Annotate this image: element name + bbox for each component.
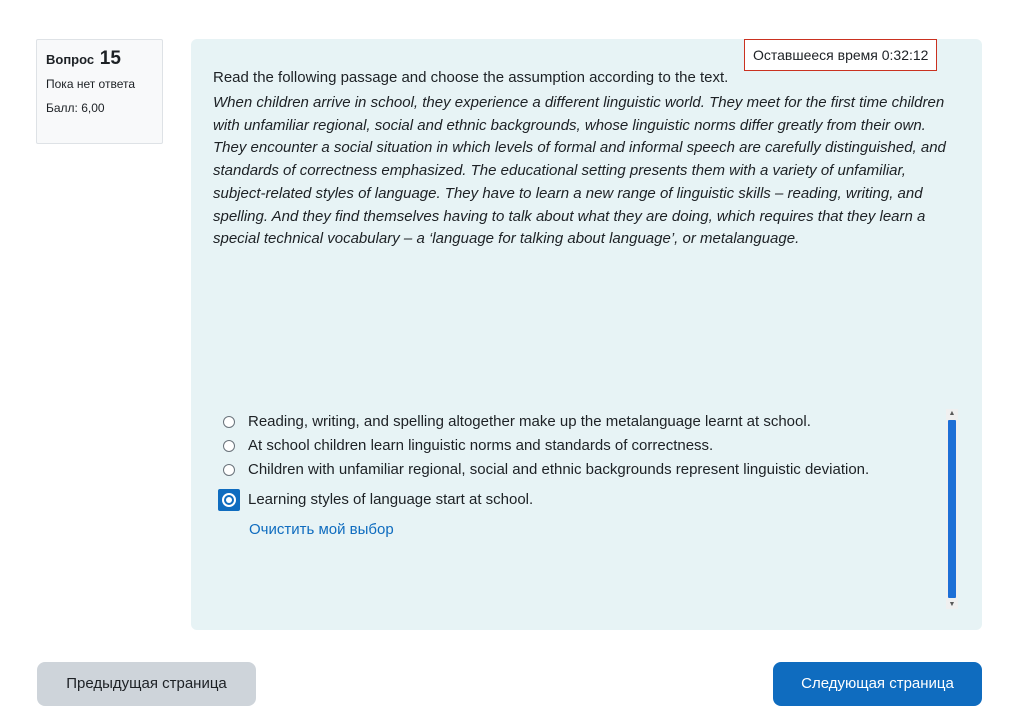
radio-button-selected[interactable] (218, 489, 240, 511)
answer-options (213, 411, 953, 541)
clear-choice-link[interactable]: Очистить мой выбор (249, 521, 394, 538)
answer-option-4[interactable] (213, 489, 953, 511)
radio-button[interactable] (223, 416, 235, 428)
question-grade: Балл: 6,00 (46, 101, 105, 115)
radio-button[interactable] (223, 440, 235, 452)
quiz-timer: Оставшееся время 0:32:12 (744, 39, 937, 71)
scroll-up-arrow-icon[interactable]: ▲ (948, 410, 956, 417)
answer-option-label[interactable]: Children with unfamiliar regional, social and ethnic backgrounds represent linguistic deviation. (248, 461, 870, 478)
scroll-thumb[interactable] (948, 420, 956, 598)
next-page-button[interactable]: Следующая страница (773, 662, 982, 706)
question-label: Вопрос (46, 52, 95, 67)
answer-option-3[interactable] (213, 459, 953, 481)
radio-ring-icon (222, 493, 236, 507)
question-passage: When children arrive in school, they experience a different linguistic world. They meet for the first time children with unfamiliar regional, social and ethnic backgrounds, whose linguistic norms differ greatly from their own. They encounter a social situation in which levels of formal and informal speech are carefully distinguished, and standards of correctness emphasized. The educational setting presents them with a variety of unfamiliar, subject-related styles of language. They have to learn a new range of linguistic skills – reading, writing, and spelling. And they find themselves having to talk about what they are doing, which requires that they learn a special technical vocabulary – a ‘language for talking about language’, or metalanguage. (213, 94, 946, 248)
answer-option-label[interactable]: Learning styles of language start at school. (248, 491, 534, 508)
radio-button[interactable] (223, 464, 235, 476)
answer-option-label[interactable]: At school children learn linguistic norms and standards of correctness. (248, 437, 714, 454)
question-number (46, 49, 153, 70)
question-intro: Read the following passage and choose the assumption according to the text. (213, 69, 729, 86)
question-state: Пока нет ответа (46, 77, 136, 91)
answers-scrollbar[interactable] (946, 409, 958, 609)
question-content-panel (191, 39, 982, 630)
previous-page-button[interactable]: Предыдущая страница (37, 662, 256, 706)
question-info-box (36, 39, 163, 144)
answer-option-label[interactable]: Reading, writing, and spelling altogether make up the metalanguage learnt at school. (248, 413, 811, 430)
radio-dot-icon (226, 497, 232, 503)
answer-option-1[interactable] (213, 411, 953, 433)
scroll-down-arrow-icon[interactable]: ▼ (948, 601, 956, 608)
answer-option-2[interactable] (213, 435, 953, 457)
question-number-value: 15 (99, 48, 121, 69)
